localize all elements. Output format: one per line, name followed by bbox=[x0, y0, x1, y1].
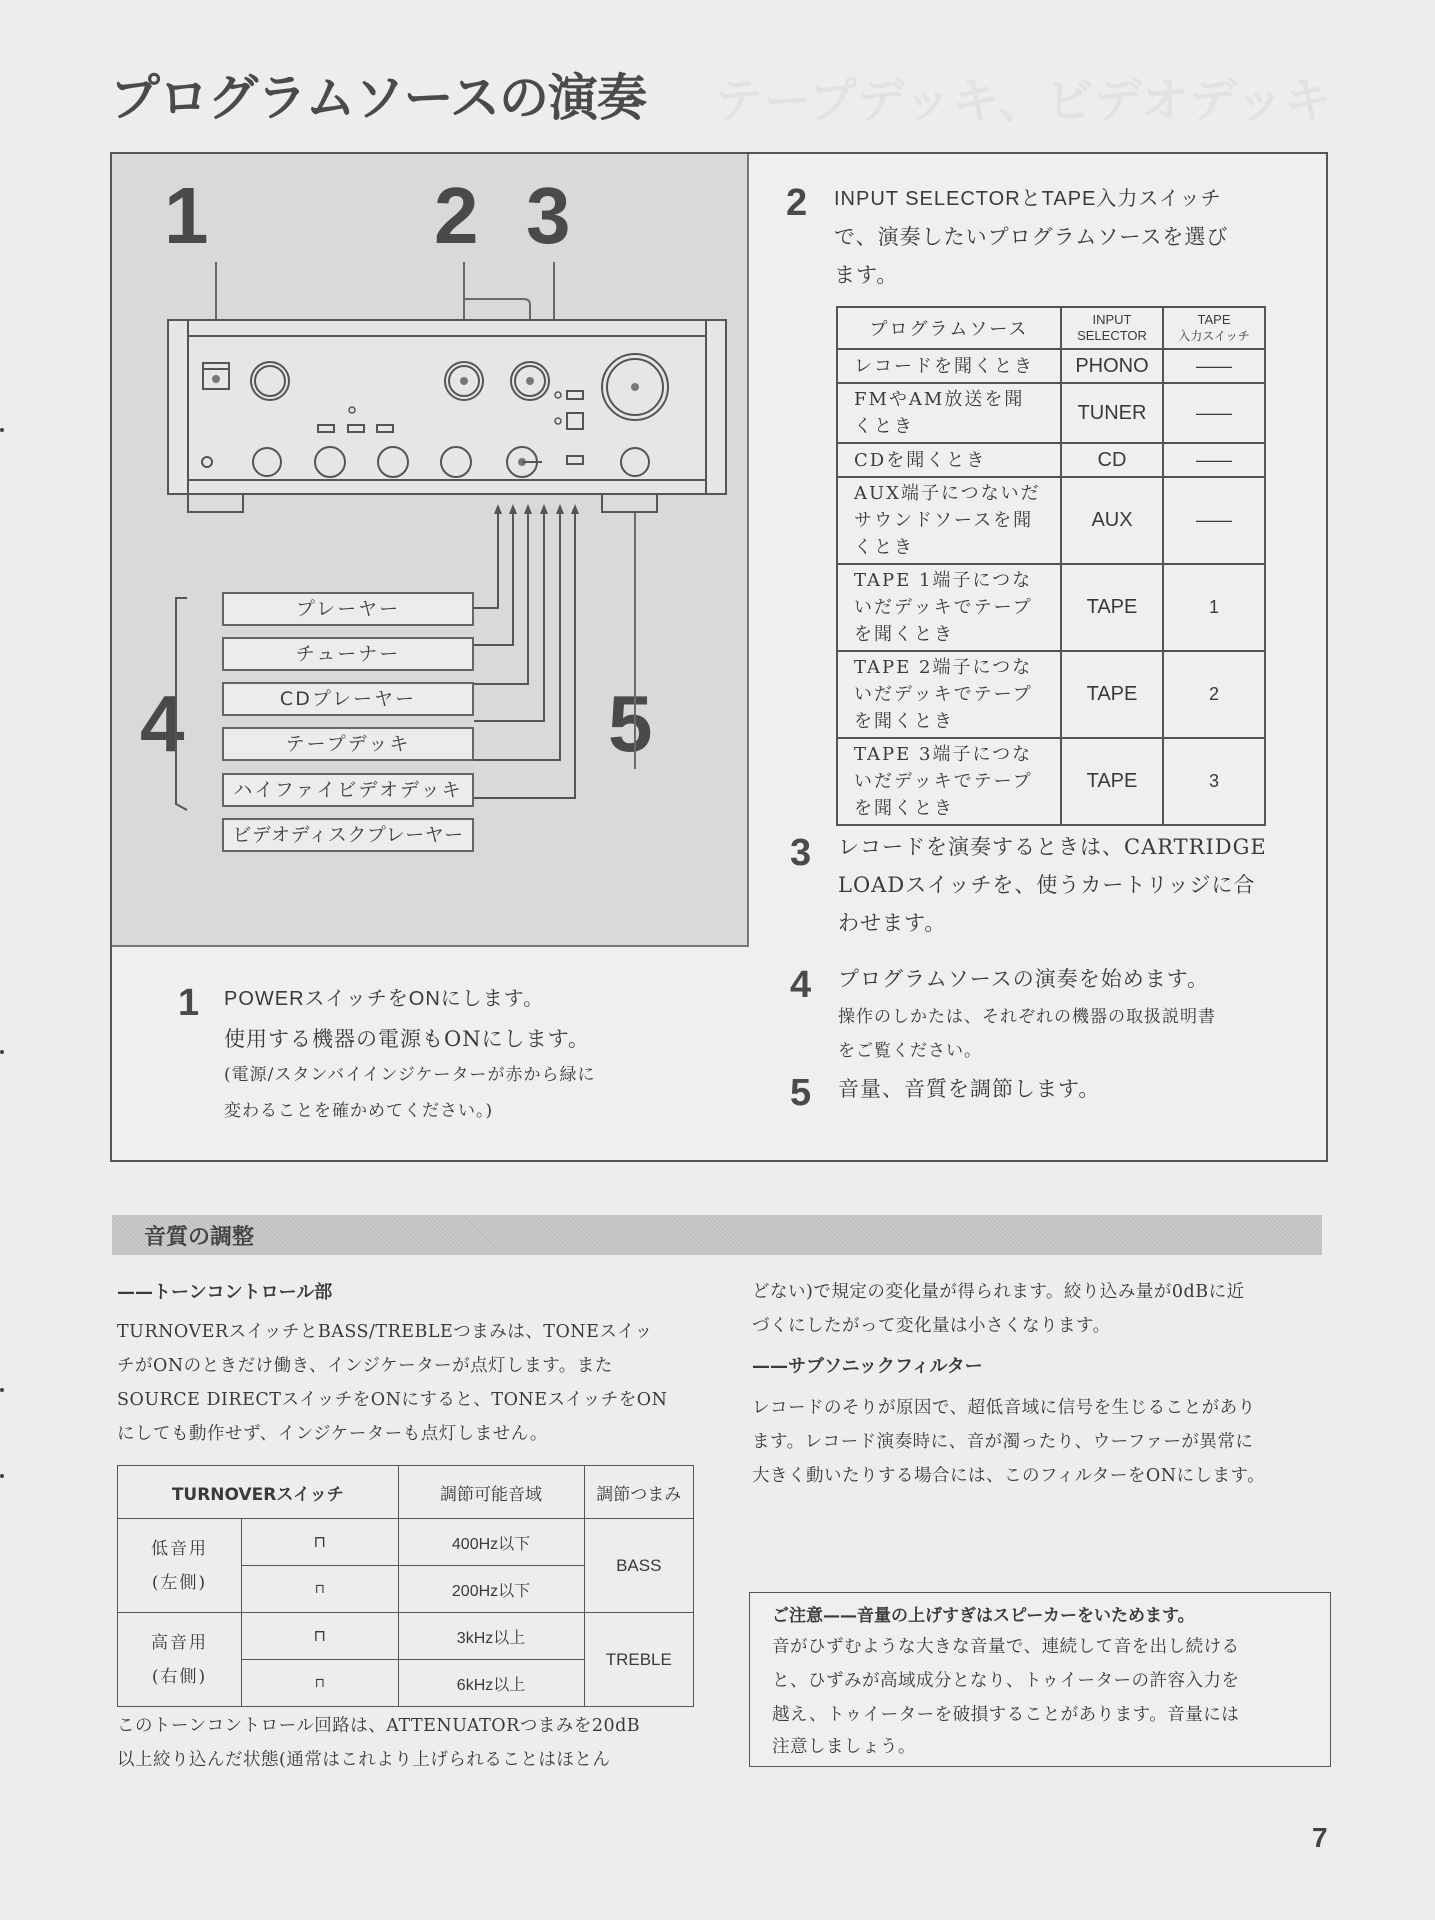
step-1-number: 1 bbox=[178, 982, 200, 1024]
binding-mark bbox=[0, 1050, 4, 1054]
continued-text-2: づくにしたがって変化量は小さくなります。 bbox=[752, 1316, 1111, 1336]
table-row bbox=[837, 383, 1265, 443]
step-1-note-2: 変わることを確かめてください。) bbox=[224, 1101, 494, 1121]
continued-text-1: どない)で規定の変化量が得られます。絞り込み量が0dBに近 bbox=[752, 1282, 1245, 1302]
step-2-line-1: INPUT SELECTORとTAPE入力スイッチ bbox=[834, 188, 1222, 210]
table-row bbox=[837, 349, 1265, 383]
section-header-bar bbox=[112, 1215, 1322, 1255]
callout-4: 4 bbox=[140, 679, 185, 768]
step-2-line-3: ます。 bbox=[834, 263, 899, 287]
group-label-line-1: 高音用 bbox=[151, 1632, 208, 1653]
step-3-line-1: レコードを演奏するときは、CARTRIDGE bbox=[838, 835, 1267, 859]
row-source: レコードを聞くとき bbox=[837, 349, 1061, 383]
row-source: FMやAM放送を聞くとき bbox=[837, 383, 1061, 443]
source-box-player: プレーヤー bbox=[222, 592, 474, 626]
row-source: TAPE 2端子につないだデッキでテープを聞くとき bbox=[837, 651, 1061, 738]
header-input-line-2: SELECTOR bbox=[1077, 328, 1147, 343]
table-row bbox=[118, 1613, 694, 1660]
after-table-text-2: 以上絞り込んだ状態(通常はこれより上げられることはほとん bbox=[117, 1750, 611, 1770]
source-box-tuner: チューナー bbox=[222, 637, 474, 671]
step-3-line-3: わせます。 bbox=[838, 911, 947, 935]
header-program-source: プログラムソース bbox=[837, 307, 1061, 349]
subsonic-text-1: レコードのそりが原因で、超低音域に信号を生じることがあり bbox=[752, 1398, 1256, 1418]
switch-position-up: ⊓ bbox=[242, 1519, 399, 1566]
turnover-table bbox=[117, 1465, 694, 1707]
subsonic-heading: ——サブソニックフィルター bbox=[752, 1356, 983, 1377]
row-tape: —— bbox=[1163, 443, 1265, 477]
source-box-video-disc-player: ビデオディスクプレーヤー bbox=[222, 818, 474, 852]
row-tape: —— bbox=[1163, 349, 1265, 383]
row-selector: TAPE bbox=[1061, 651, 1163, 738]
amplifier-diagram bbox=[112, 154, 749, 947]
tone-control-text-4: にしても動作せず、インジケーターも点灯しません。 bbox=[117, 1424, 548, 1444]
table-row bbox=[837, 651, 1265, 738]
step-1-note-1: (電源/スタンバイインジケーターが赤から緑に bbox=[224, 1065, 596, 1085]
subsonic-text-3: 大きく動いたりする場合には、このフィルターをONにします。 bbox=[752, 1466, 1266, 1486]
header-tape-line-2: 入力スイッチ bbox=[1178, 329, 1250, 343]
step-1-line-1: POWERスイッチをONにします。 bbox=[224, 988, 545, 1010]
knob-bass: BASS bbox=[584, 1519, 693, 1613]
header-tape-switch bbox=[1163, 307, 1265, 349]
tone-control-text-1: TURNOVERスイッチとBASS/TREBLEつまみは、TONEスイッ bbox=[117, 1322, 653, 1342]
caution-box bbox=[749, 1592, 1331, 1767]
range-value: 3kHz以上 bbox=[398, 1613, 584, 1660]
group-label-bass bbox=[118, 1519, 242, 1613]
step-3-line-2: LOADスイッチを、使うカートリッジに合 bbox=[838, 873, 1256, 897]
row-selector: AUX bbox=[1061, 477, 1163, 564]
row-tape: —— bbox=[1163, 383, 1265, 443]
row-source: TAPE 1端子につないだデッキでテープを聞くとき bbox=[837, 564, 1061, 651]
row-selector: TUNER bbox=[1061, 383, 1163, 443]
row-selector: CD bbox=[1061, 443, 1163, 477]
callout-3: 3 bbox=[526, 171, 571, 260]
section-title: 音質の調整 bbox=[144, 1225, 255, 1250]
step-4-note-2: をご覧ください。 bbox=[838, 1041, 982, 1061]
step-2-line-2: で、演奏したいプログラムソースを選び bbox=[834, 225, 1229, 249]
row-selector: TAPE bbox=[1061, 738, 1163, 825]
row-selector: TAPE bbox=[1061, 564, 1163, 651]
callout-5: 5 bbox=[608, 679, 653, 768]
header-input-selector bbox=[1061, 307, 1163, 349]
callout-2: 2 bbox=[434, 171, 479, 260]
header-control-knob: 調節つまみ bbox=[584, 1466, 693, 1519]
table-header-row bbox=[118, 1466, 694, 1519]
group-label-line-1: 低音用 bbox=[151, 1538, 208, 1559]
tone-control-text-3: SOURCE DIRECTスイッチをONにすると、TONEスイッチをON bbox=[117, 1390, 668, 1410]
step-4-note-1: 操作のしかたは、それぞれの機器の取扱説明書 bbox=[838, 1007, 1216, 1027]
step-4-line-1: プログラムソースの演奏を始めます。 bbox=[838, 967, 1210, 991]
table-row bbox=[837, 443, 1265, 477]
page-title: プログラムソースの演奏 bbox=[110, 69, 646, 127]
source-box-hifi-video-deck: ハイファイビデオデッキ bbox=[222, 773, 474, 807]
source-box-tape-deck: テープデッキ bbox=[222, 727, 474, 761]
row-selector: PHONO bbox=[1061, 349, 1163, 383]
switch-position-down: ⊓ bbox=[242, 1660, 399, 1707]
source-box-cd-player: CDプレーヤー bbox=[222, 682, 474, 716]
header-turnover-switch: TURNOVERスイッチ bbox=[118, 1466, 399, 1519]
bleed-through-title: テープデッキ、ビデオデッキ bbox=[715, 73, 1332, 129]
row-tape: 1 bbox=[1163, 564, 1265, 651]
row-source: AUX端子につないだサウンドソースを聞くとき bbox=[837, 477, 1061, 564]
table-row bbox=[118, 1519, 694, 1566]
caution-line-1: 音がひずむような大きな音量で、連続して音を出し続ける bbox=[772, 1637, 1240, 1657]
row-tape: —— bbox=[1163, 477, 1265, 564]
header-input-line-1: INPUT bbox=[1092, 312, 1132, 327]
step-1-line-2: 使用する機器の電源もONにします。 bbox=[224, 1027, 590, 1051]
knob-treble: TREBLE bbox=[584, 1613, 693, 1707]
binding-mark bbox=[0, 428, 4, 432]
caution-heading: ご注意——音量の上げすぎはスピーカーをいためます。 bbox=[772, 1606, 1195, 1626]
step-4-number: 4 bbox=[790, 964, 812, 1006]
step-5-line-1: 音量、音質を調節します。 bbox=[838, 1077, 1101, 1101]
header-adjustable-range: 調節可能音域 bbox=[398, 1466, 584, 1519]
table-header-row bbox=[837, 307, 1265, 349]
table-row bbox=[837, 738, 1265, 825]
range-value: 6kHz以上 bbox=[398, 1660, 584, 1707]
step-2-number: 2 bbox=[786, 182, 808, 224]
row-tape: 3 bbox=[1163, 738, 1265, 825]
table-row bbox=[837, 477, 1265, 564]
row-source: CDを聞くとき bbox=[837, 443, 1061, 477]
tone-control-text-2: チがONのときだけ働き、インジケーターが点灯します。また bbox=[117, 1356, 613, 1376]
caution-line-3: 越え、トゥイーターを破損することがあります。音量には bbox=[772, 1705, 1240, 1725]
switch-position-up: ⊓ bbox=[242, 1613, 399, 1660]
range-value: 200Hz以下 bbox=[398, 1566, 584, 1613]
program-source-table bbox=[836, 306, 1266, 826]
caution-line-2: と、ひずみが高域成分となり、トゥイーターの許容入力を bbox=[772, 1671, 1240, 1691]
callout-1: 1 bbox=[164, 171, 209, 260]
table-row bbox=[837, 564, 1265, 651]
binding-mark bbox=[0, 1474, 4, 1478]
range-value: 400Hz以下 bbox=[398, 1519, 584, 1566]
group-label-line-2: (右側) bbox=[151, 1666, 208, 1687]
step-3-number: 3 bbox=[790, 832, 812, 874]
group-label-treble bbox=[118, 1613, 242, 1707]
switch-position-down: ⊓ bbox=[242, 1566, 399, 1613]
step-5-number: 5 bbox=[790, 1072, 812, 1114]
program-source-panel bbox=[110, 152, 1328, 1162]
row-source: TAPE 3端子につないだデッキでテープを聞くとき bbox=[837, 738, 1061, 825]
row-tape: 2 bbox=[1163, 651, 1265, 738]
page-number: 7 bbox=[1312, 1822, 1328, 1853]
after-table-text-1: このトーンコントロール回路は、ATTENUATORつまみを20dB bbox=[117, 1716, 641, 1736]
header-tape-line-1: TAPE bbox=[1197, 312, 1231, 327]
group-label-line-2: (左側) bbox=[151, 1572, 208, 1593]
caution-line-4: 注意しましょう。 bbox=[772, 1737, 916, 1757]
subsonic-text-2: ます。レコード演奏時に、音が濁ったり、ウーファーが異常に bbox=[752, 1432, 1254, 1452]
binding-mark bbox=[0, 1388, 4, 1392]
tone-control-heading: ——トーンコントロール部 bbox=[117, 1282, 333, 1303]
